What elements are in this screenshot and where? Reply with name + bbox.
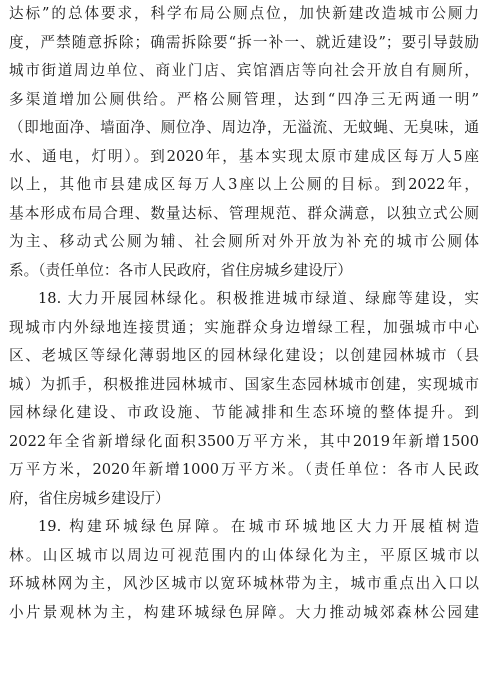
text-line: 林。山区城市以周边可视范围内的山体绿化为主，平原区城市以 [9, 546, 479, 564]
text-line: 达标”的总体要求，科学布局公厕点位，加快新建改造城市公厕力 [9, 5, 479, 22]
paragraph-item-18 [9, 285, 479, 513]
text-line: 多渠道增加公厕供给。严格公厕管理，达到“四净三无两通一明” [9, 90, 479, 108]
paragraph-item-19 [9, 513, 479, 627]
text-line: 18. 大力开展园林绿化。积极推进城市绿道、绿廊等建设，实 [38, 290, 479, 307]
text-line: 2022年全省新增绿化面积3500万平方米，其中2019年新增1500 [9, 432, 479, 450]
paragraph-continued [9, 0, 479, 285]
text-line: 城市街道周边单位、商业门店、宾馆酒店等向社会开放自有厕所， [9, 62, 479, 79]
text-line: 环城林网为主，风沙区城市以宽环城林带为主，城市重点出入口以 [9, 575, 479, 592]
text-line: 万平方米，2020年新增1000万平方米。（责任单位：各市人民政 [9, 461, 479, 478]
text-line: 为主、移动式公厕为辅、社会厕所对外开放为补充的城市公厕体 [9, 233, 479, 250]
text-line: 城）为抓手，积极推进园林城市、国家生态园林城市创建，实现城市 [9, 375, 479, 393]
text-line: 水、通电，灯明）。到2020年，基本实现太原市建成区每万人5座 [9, 147, 479, 165]
text-line: 小片景观林为主，构建环城绿色屏障。大力推动城郊森林公园建 [9, 603, 479, 621]
text-line: （即地面净、墙面净、厕位净、周边净，无溢流、无蚊蝇、无臭味，通 [9, 119, 479, 136]
text-line: 府，省住房城乡建设厅） [9, 489, 170, 507]
text-line: 现城市内外绿地连接贯通；实施群众身边增绿工程，加强城市中心 [9, 318, 479, 336]
text-line: 基本形成布局合理、数量达标、管理规范、群众满意，以独立式公厕 [9, 204, 479, 222]
text-line: 以上，其他市县建成区每万人3座以上公厕的目标。到2022年， [9, 176, 479, 193]
text-line: 区、老城区等绿化薄弱地区的园林绿化建设；以创建园林城市（县 [9, 347, 479, 364]
text-line: 园林绿化建设、市政设施、节能减排和生态环境的整体提升。到 [9, 404, 479, 421]
text-line: 系。（责任单位：各市人民政府，省住房城乡建设厅） [9, 261, 352, 279]
text-line: 度，严禁随意拆除；确需拆除要“拆一补一、就近建设”；要引导鼓励 [9, 33, 479, 51]
text-line: 19. 构建环城绿色屏障。在城市环城地区大力开展植树造 [38, 518, 479, 535]
